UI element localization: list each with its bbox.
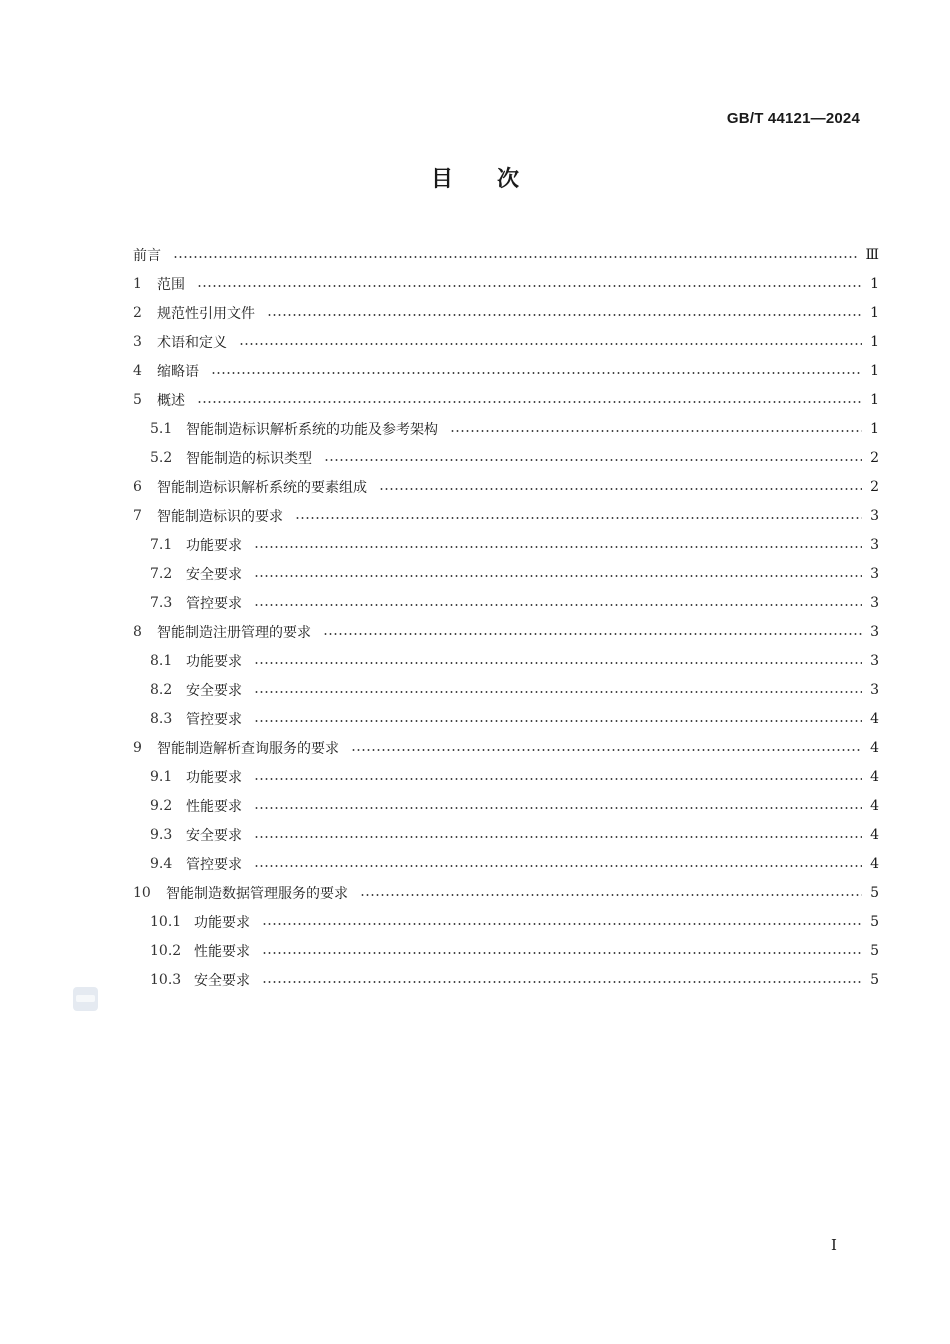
toc-entry-number: 5: [133, 391, 142, 408]
toc-entry-number: 6: [133, 478, 142, 495]
toc-entry[interactable]: [133, 501, 879, 530]
toc-leader-dots: [254, 807, 862, 809]
toc-leader-dots: [323, 633, 862, 635]
toc-entry-label: 管控要求: [186, 711, 242, 728]
toc-entry-page: 1: [870, 362, 879, 379]
toc-entry-number: 5.2: [150, 449, 173, 466]
toc-entry-page: 3: [870, 681, 879, 698]
toc-leader-dots: [324, 459, 862, 461]
toc-subentry[interactable]: [133, 936, 879, 965]
toc-leader-dots: [239, 343, 862, 345]
toc-entry-number: 4: [133, 362, 142, 379]
toc-subentry[interactable]: [133, 414, 879, 443]
toc-leader-dots: [254, 575, 862, 577]
toc-entry[interactable]: [133, 240, 879, 269]
title-part-2: 次: [497, 167, 520, 192]
toc-entry-page: 3: [870, 623, 879, 640]
toc-entry-number: 7.2: [150, 565, 173, 582]
toc-entry-label: 智能制造标识解析系统的要素组成: [157, 479, 367, 496]
toc-leader-dots: [197, 401, 862, 403]
toc-entry-number: 8.1: [150, 652, 173, 669]
toc-entry-page: 3: [870, 594, 879, 611]
toc-entry-label: 安全要求: [186, 566, 242, 583]
toc-entry-page: 4: [870, 739, 879, 756]
toc-leader-dots: [379, 488, 862, 490]
toc-entry-number: 8: [133, 623, 142, 640]
toc-entry-label: 规范性引用文件: [157, 305, 255, 322]
toc-entry-page: 3: [870, 536, 879, 553]
toc-entry-number: 5.1: [150, 420, 173, 437]
toc-entry-label: 术语和定义: [157, 334, 227, 351]
toc-leader-dots: [254, 662, 862, 664]
toc-entry-label: 功能要求: [186, 537, 242, 554]
toc-leader-dots: [450, 430, 862, 432]
toc-entry[interactable]: [133, 385, 879, 414]
toc-entry-label: 安全要求: [186, 827, 242, 844]
toc-entry-number: 8.3: [150, 710, 173, 727]
toc-leader-dots: [351, 749, 862, 751]
toc-entry-number: 9.1: [150, 768, 173, 785]
toc-entry-label: 性能要求: [186, 798, 242, 815]
toc-entry-page: 4: [870, 797, 879, 814]
toc-entry-label: 功能要求: [186, 769, 242, 786]
toc-entry-page: 5: [870, 884, 879, 901]
toc-leader-dots: [197, 285, 862, 287]
toc-entry-label: 缩略语: [157, 363, 199, 380]
toc-entry-page: 1: [870, 391, 879, 408]
toc-entry-number: 1: [133, 275, 142, 292]
toc-entry[interactable]: [133, 356, 879, 385]
toc-leader-dots: [254, 546, 862, 548]
toc-entry-page: 2: [870, 449, 879, 466]
toc-leader-dots: [262, 923, 862, 925]
toc-entry-label: 前言: [133, 247, 161, 264]
toc-entry-label: 功能要求: [186, 653, 242, 670]
toc-leader-dots: [211, 372, 862, 374]
toc-entry-number: 10.2: [150, 942, 182, 959]
standard-number: GB/T 44121—2024: [726, 110, 860, 127]
toc-entry-label: 管控要求: [186, 856, 242, 873]
toc-entry-page: 2: [870, 478, 879, 495]
toc-entry-page: 5: [870, 913, 879, 930]
toc-leader-dots: [254, 691, 862, 693]
page-title: [0, 162, 950, 193]
toc-leader-dots: [267, 314, 862, 316]
toc-leader-dots: [254, 865, 862, 867]
toc-subentry[interactable]: [133, 704, 879, 733]
toc-entry-number: 10: [133, 884, 151, 901]
toc-entry-page: 4: [870, 826, 879, 843]
toc-entry-page: 1: [870, 333, 879, 350]
table-of-contents: [133, 240, 879, 994]
toc-leader-dots: [254, 778, 862, 780]
toc-entry-page: 4: [870, 855, 879, 872]
toc-entry-number: 9.2: [150, 797, 173, 814]
page-number: I: [831, 1236, 837, 1254]
toc-entry-page: 5: [870, 971, 879, 988]
toc-entry[interactable]: [133, 733, 879, 762]
toc-entry[interactable]: [133, 298, 879, 327]
toc-leader-dots: [262, 952, 862, 954]
toc-entry-number: 7: [133, 507, 142, 524]
toc-subentry[interactable]: [133, 588, 879, 617]
toc-subentry[interactable]: [133, 820, 879, 849]
watermark-logo-icon: [73, 987, 98, 1011]
toc-entry-page: Ⅲ: [865, 246, 879, 263]
toc-entry-page: 1: [870, 304, 879, 321]
toc-entry[interactable]: [133, 617, 879, 646]
toc-subentry[interactable]: [133, 559, 879, 588]
toc-entry-page: 1: [870, 275, 879, 292]
toc-entry[interactable]: [133, 878, 879, 907]
toc-entry-label: 智能制造标识的要求: [157, 508, 283, 525]
toc-subentry[interactable]: [133, 965, 879, 994]
toc-leader-dots: [360, 894, 862, 896]
toc-entry-label: 智能制造解析查询服务的要求: [157, 740, 339, 757]
toc-entry-number: 9.3: [150, 826, 173, 843]
title-part-1: 目: [430, 167, 453, 192]
toc-entry-number: 9.4: [150, 855, 173, 872]
toc-entry-label: 管控要求: [186, 595, 242, 612]
toc-entry-page: 4: [870, 710, 879, 727]
toc-entry-number: 7.3: [150, 594, 173, 611]
toc-entry-number: 8.2: [150, 681, 173, 698]
toc-leader-dots: [254, 720, 862, 722]
toc-entry[interactable]: [133, 269, 879, 298]
toc-entry[interactable]: [133, 327, 879, 356]
toc-entry-label: 性能要求: [194, 943, 250, 960]
toc-entry-page: 3: [870, 565, 879, 582]
toc-entry-page: 1: [870, 420, 879, 437]
toc-entry-label: 安全要求: [194, 972, 250, 989]
toc-entry-page: 3: [870, 652, 879, 669]
toc-entry-page: 4: [870, 768, 879, 785]
toc-entry-label: 范围: [157, 276, 185, 293]
toc-entry-page: 3: [870, 507, 879, 524]
toc-leader-dots: [254, 836, 862, 838]
toc-entry-number: 9: [133, 739, 142, 756]
toc-subentry[interactable]: [133, 907, 879, 936]
toc-entry-label: 智能制造注册管理的要求: [157, 624, 311, 641]
toc-entry-label: 智能制造数据管理服务的要求: [166, 885, 348, 902]
toc-entry-label: 智能制造标识解析系统的功能及参考架构: [186, 421, 438, 438]
toc-entry[interactable]: [133, 472, 879, 501]
toc-subentry[interactable]: [133, 762, 879, 791]
toc-subentry[interactable]: [133, 646, 879, 675]
toc-entry-number: 2: [133, 304, 142, 321]
toc-subentry[interactable]: [133, 849, 879, 878]
toc-entry-number: 7.1: [150, 536, 173, 553]
toc-subentry[interactable]: [133, 443, 879, 472]
toc-leader-dots: [262, 981, 862, 983]
toc-entry-number: 10.1: [150, 913, 182, 930]
toc-entry-label: 安全要求: [186, 682, 242, 699]
toc-leader-dots: [173, 256, 857, 258]
toc-entry-label: 概述: [157, 392, 185, 409]
toc-subentry[interactable]: [133, 791, 879, 820]
toc-leader-dots: [295, 517, 862, 519]
toc-entry-number: 10.3: [150, 971, 182, 988]
toc-entry-page: 5: [870, 942, 879, 959]
toc-subentry[interactable]: [133, 675, 879, 704]
toc-entry-label: 功能要求: [194, 914, 250, 931]
toc-entry-number: 3: [133, 333, 142, 350]
toc-entry-label: 智能制造的标识类型: [186, 450, 312, 467]
toc-subentry[interactable]: [133, 530, 879, 559]
toc-leader-dots: [254, 604, 862, 606]
